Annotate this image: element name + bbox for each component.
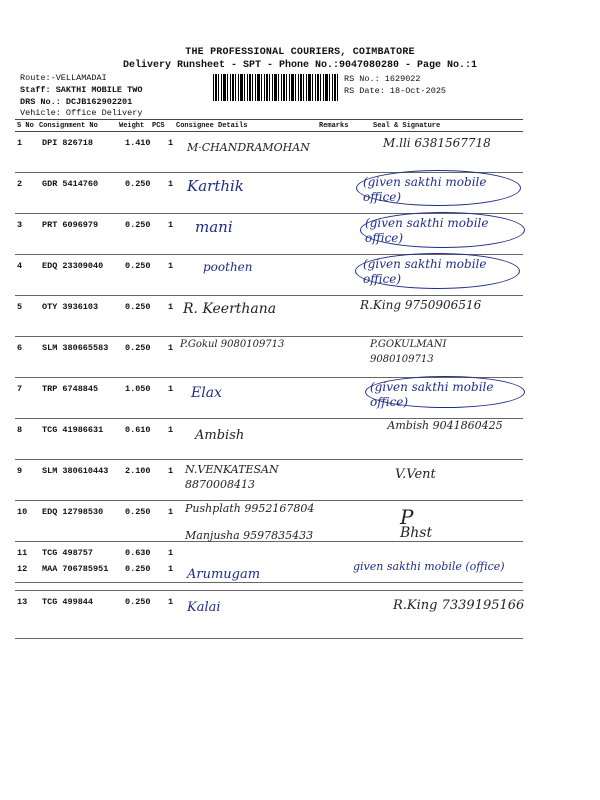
row-pcs: 1 [168, 548, 174, 558]
row-seal: (given sakthi mobile office) [363, 257, 487, 286]
row-pcs: 1 [168, 597, 174, 607]
col-weight: Weight [119, 122, 145, 130]
col-consignment: Consignment No [39, 122, 98, 130]
row-consignee: Kalai [187, 600, 221, 615]
col-remarks: Remarks [319, 122, 349, 130]
row-seal: given sakthi mobile (office) [353, 560, 505, 573]
col-consignee: Consignee Details [176, 122, 248, 130]
row-consignment: DPI 826718 [42, 138, 94, 148]
row-consignee: poothen [203, 260, 253, 274]
row-pcs: 1 [168, 507, 174, 517]
row-weight: 0.630 [125, 548, 151, 558]
row-seal: P.GOKULMANI 9080109713 [370, 339, 447, 365]
row-consignment: MAA 706785951 [42, 564, 109, 574]
row-seal: (given sakthi mobile office) [363, 175, 487, 204]
row-consignee: N.VENKATESAN 8870008413 [185, 463, 279, 492]
row-weight: 1.050 [125, 384, 151, 394]
row-seal: P [400, 505, 414, 529]
row-consignee: Pushplath 9952167804 [185, 502, 315, 515]
table-row [15, 460, 523, 501]
row-sno: 13 [17, 597, 28, 607]
row-consignment: OTY 3936103 [42, 302, 99, 312]
row-consignee: Karthik [187, 177, 244, 195]
row-pcs: 1 [168, 343, 174, 353]
row-sno: 7 [17, 384, 23, 394]
row-pcs: 1 [168, 384, 174, 394]
row-weight: 0.250 [125, 564, 151, 574]
row-weight: 0.250 [125, 261, 151, 271]
row-sno: 9 [17, 466, 23, 476]
row-weight: 2.100 [125, 466, 151, 476]
row-seal: Ambish 9041860425 [387, 419, 503, 432]
barcode [213, 74, 339, 101]
route: Route:-VELLAMADAI [20, 73, 107, 83]
row-consignment: EDQ 12798530 [42, 507, 104, 517]
col-sno: S No [17, 122, 34, 130]
row-weight: 0.250 [125, 179, 151, 189]
row-consignment: TRP 6748845 [42, 384, 99, 394]
row-consignee: Ambish [195, 428, 245, 443]
row-weight: 0.610 [125, 425, 151, 435]
row-sno: 6 [17, 343, 23, 353]
company-title: THE PROFESSIONAL COURIERS, COIMBATORE [185, 47, 415, 58]
row-pcs: 1 [168, 564, 174, 574]
row-weight: 0.250 [125, 302, 151, 312]
row-consignment: SLM 380665583 [42, 343, 109, 353]
col-seal: Seal & Signature [373, 122, 441, 130]
row-consignment: PRT 6096979 [42, 220, 99, 230]
row-weight: 0.250 [125, 597, 151, 607]
row-consignee: Manjusha 9597835433 [185, 529, 314, 542]
row-pcs: 1 [168, 261, 174, 271]
row-consignee: M·CHANDRAMOHAN [187, 141, 310, 154]
row-pcs: 1 [168, 302, 174, 312]
row-consignment: GDR 5414760 [42, 179, 99, 189]
row-consignee: R. Keerthana [183, 301, 277, 317]
table-row [15, 337, 523, 378]
row-seal: R.King 7339195166 [393, 598, 525, 613]
row-sno: 4 [17, 261, 23, 271]
row-sno: 12 [17, 564, 28, 574]
rs-date: RS Date: 18-Oct-2025 [344, 86, 447, 96]
row-seal: R.King 9750906516 [360, 298, 482, 312]
handwriting-oval [355, 253, 520, 289]
table-row [15, 591, 523, 639]
rs-number: RS No.: 1629022 [344, 74, 421, 84]
drs-number: DRS No.: DCJB162902201 [20, 97, 133, 107]
table-row [15, 132, 523, 173]
row-consignment: TCG 499844 [42, 597, 94, 607]
handwriting-oval [360, 212, 525, 248]
row-sno: 2 [17, 179, 23, 189]
row-weight: 0.250 [125, 343, 151, 353]
row-consignment: TCG 41986631 [42, 425, 104, 435]
row-seal: Bhst [400, 525, 433, 541]
row-consignee: P.Gokul 9080109713 [180, 339, 285, 350]
row-weight: 1.410 [125, 138, 151, 148]
row-sno: 5 [17, 302, 23, 312]
row-weight: 0.250 [125, 220, 151, 230]
table-row [15, 419, 523, 460]
vehicle: Vehicle: Office Delivery [20, 108, 143, 118]
row-pcs: 1 [168, 179, 174, 189]
row-consignee: Arumugam [187, 567, 261, 582]
row-seal: (given sakthi mobile office) [365, 216, 489, 245]
row-sno: 3 [17, 220, 23, 230]
row-pcs: 1 [168, 425, 174, 435]
col-pcs: PCS [152, 122, 165, 130]
runsheet-title: Delivery Runsheet - SPT - Phone No.:9047080280 - Page No.:1 [122, 60, 478, 71]
row-consignment: EDQ 23309040 [42, 261, 104, 271]
row-pcs: 1 [168, 220, 174, 230]
row-weight: 0.250 [125, 507, 151, 517]
row-consignee: Elax [191, 385, 222, 401]
row-consignment: TCG 498757 [42, 548, 94, 558]
row-seal: V.Vent [395, 467, 436, 482]
row-consignment: SLM 380610443 [42, 466, 109, 476]
row-sno: 10 [17, 507, 28, 517]
row-pcs: 1 [168, 466, 174, 476]
table-row [15, 296, 523, 337]
row-pcs: 1 [168, 138, 174, 148]
row-seal: (given sakthi mobile office) [370, 380, 494, 409]
table-row [15, 558, 523, 591]
row-sno: 1 [17, 138, 23, 148]
staff: Staff: SAKTHI MOBILE TWO [20, 85, 143, 95]
handwriting-oval [356, 170, 521, 206]
row-consignee: mani [195, 218, 233, 236]
handwriting-oval [365, 376, 525, 408]
column-header [15, 119, 523, 132]
row-seal: M.lli 6381567718 [383, 136, 491, 150]
row-sno: 8 [17, 425, 23, 435]
row-sno: 11 [17, 548, 28, 558]
